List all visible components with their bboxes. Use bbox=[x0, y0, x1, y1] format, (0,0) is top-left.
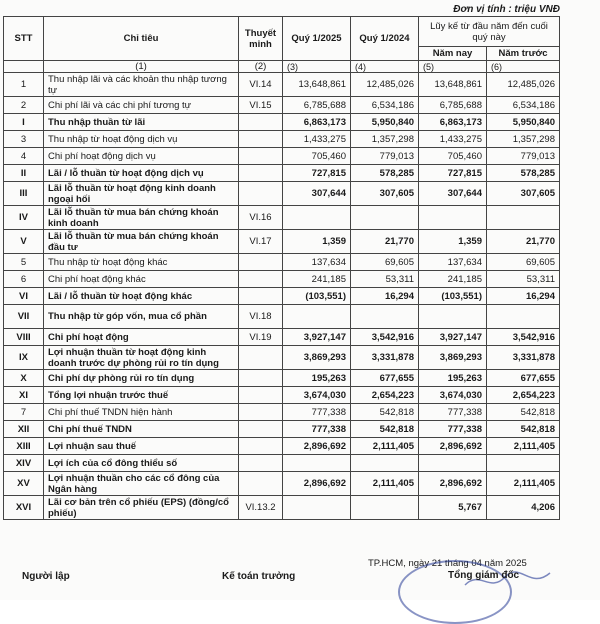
row-note bbox=[239, 455, 283, 472]
row-note bbox=[239, 387, 283, 404]
row-q1-2025: 3,674,030 bbox=[283, 387, 351, 404]
table-row bbox=[4, 455, 560, 472]
row-nam-nay bbox=[419, 206, 487, 230]
row-q1-2024 bbox=[351, 206, 419, 230]
row-note bbox=[239, 472, 283, 496]
row-nam-nay: (103,551) bbox=[419, 288, 487, 305]
row-nam-nay: 307,644 bbox=[419, 182, 487, 206]
row-indicator: Chi phí hoạt động dịch vụ bbox=[44, 148, 239, 165]
row-indicator: Lợi nhuận thuần từ hoạt động kinh doanh trước dự phòng rủi ro tín dụng bbox=[44, 346, 239, 370]
row-q1-2024: 542,818 bbox=[351, 421, 419, 438]
row-indicator: Lãi / lỗ thuần từ hoạt động dịch vụ bbox=[44, 165, 239, 182]
col-num-5: (5) bbox=[419, 61, 487, 73]
row-nam-truoc: 2,111,405 bbox=[487, 472, 560, 496]
row-indicator: Thu nhập từ hoạt động khác bbox=[44, 254, 239, 271]
unit-note: Đơn vị tính : triệu VNĐ bbox=[453, 4, 560, 15]
row-stt: 6 bbox=[4, 271, 44, 288]
row-q1-2024: 677,655 bbox=[351, 370, 419, 387]
row-stt: II bbox=[4, 165, 44, 182]
row-q1-2024: 6,534,186 bbox=[351, 97, 419, 114]
row-q1-2024: 16,294 bbox=[351, 288, 419, 305]
row-q1-2025: 777,338 bbox=[283, 404, 351, 421]
table-row bbox=[4, 387, 560, 404]
row-nam-nay: 137,634 bbox=[419, 254, 487, 271]
row-stt: I bbox=[4, 114, 44, 131]
row-note bbox=[239, 165, 283, 182]
header-nam-truoc: Năm trước bbox=[487, 47, 560, 61]
row-q1-2025: 137,634 bbox=[283, 254, 351, 271]
row-q1-2024: 2,111,405 bbox=[351, 472, 419, 496]
row-q1-2025 bbox=[283, 455, 351, 472]
row-indicator: Lãi / lỗ thuần từ hoạt động khác bbox=[44, 288, 239, 305]
row-nam-nay: 241,185 bbox=[419, 271, 487, 288]
row-q1-2025: 3,927,147 bbox=[283, 329, 351, 346]
row-indicator: Lãi lỗ thuần từ hoạt động kinh doanh ngoại hối bbox=[44, 182, 239, 206]
row-nam-nay: 3,927,147 bbox=[419, 329, 487, 346]
row-nam-nay: 13,648,861 bbox=[419, 73, 487, 97]
row-nam-truoc: 69,605 bbox=[487, 254, 560, 271]
row-q1-2025: 1,359 bbox=[283, 230, 351, 254]
table-row bbox=[4, 271, 560, 288]
row-note: VI.19 bbox=[239, 329, 283, 346]
row-note bbox=[239, 271, 283, 288]
row-stt: VIII bbox=[4, 329, 44, 346]
row-note bbox=[239, 148, 283, 165]
statement-rows bbox=[4, 73, 560, 520]
row-q1-2025: 195,263 bbox=[283, 370, 351, 387]
row-note bbox=[239, 346, 283, 370]
row-indicator: Chi phí thuế TNDN bbox=[44, 421, 239, 438]
row-nam-truoc: 3,331,878 bbox=[487, 346, 560, 370]
row-nam-truoc: 677,655 bbox=[487, 370, 560, 387]
row-note: VI.17 bbox=[239, 230, 283, 254]
row-indicator: Lợi ích của cổ đông thiểu số bbox=[44, 455, 239, 472]
row-nam-truoc: 578,285 bbox=[487, 165, 560, 182]
table-row bbox=[4, 346, 560, 370]
row-note bbox=[239, 288, 283, 305]
row-nam-truoc: 5,950,840 bbox=[487, 114, 560, 131]
table-row bbox=[4, 472, 560, 496]
row-nam-nay: 777,338 bbox=[419, 421, 487, 438]
row-indicator: Thu nhập lãi và các khoản thu nhập tương tự bbox=[44, 73, 239, 97]
row-note bbox=[239, 370, 283, 387]
table-row bbox=[4, 114, 560, 131]
row-nam-truoc: 542,818 bbox=[487, 421, 560, 438]
table-row bbox=[4, 421, 560, 438]
row-q1-2024: 2,111,405 bbox=[351, 438, 419, 455]
table-row bbox=[4, 73, 560, 97]
row-q1-2024: 12,485,026 bbox=[351, 73, 419, 97]
row-nam-nay bbox=[419, 455, 487, 472]
header-thuyet-minh: Thuyết minh bbox=[239, 17, 283, 61]
row-q1-2025: 6,785,688 bbox=[283, 97, 351, 114]
row-q1-2024 bbox=[351, 305, 419, 329]
row-indicator: Chi phí dự phòng rủi ro tín dụng bbox=[44, 370, 239, 387]
row-stt: 4 bbox=[4, 148, 44, 165]
row-q1-2025: 307,644 bbox=[283, 182, 351, 206]
row-stt: XIV bbox=[4, 455, 44, 472]
row-nam-truoc: 21,770 bbox=[487, 230, 560, 254]
row-q1-2025: 1,433,275 bbox=[283, 131, 351, 148]
row-indicator: Lợi nhuận thuần cho các cổ đông của Ngân hàng bbox=[44, 472, 239, 496]
row-q1-2024: 69,605 bbox=[351, 254, 419, 271]
row-q1-2025: 777,338 bbox=[283, 421, 351, 438]
row-nam-nay: 6,863,173 bbox=[419, 114, 487, 131]
row-nam-nay: 705,460 bbox=[419, 148, 487, 165]
row-note bbox=[239, 182, 283, 206]
row-nam-nay: 6,785,688 bbox=[419, 97, 487, 114]
row-stt: III bbox=[4, 182, 44, 206]
row-stt: VII bbox=[4, 305, 44, 329]
table-row bbox=[4, 131, 560, 148]
row-indicator: Tổng lợi nhuận trước thuế bbox=[44, 387, 239, 404]
row-nam-truoc bbox=[487, 305, 560, 329]
row-stt: 3 bbox=[4, 131, 44, 148]
col-num-6: (6) bbox=[487, 61, 560, 73]
table-row bbox=[4, 230, 560, 254]
table-row bbox=[4, 165, 560, 182]
row-stt: XV bbox=[4, 472, 44, 496]
table-row bbox=[4, 97, 560, 114]
row-nam-nay: 195,263 bbox=[419, 370, 487, 387]
preparer-label: Người lập bbox=[22, 571, 70, 582]
row-q1-2025: 13,648,861 bbox=[283, 73, 351, 97]
row-q1-2024: 307,605 bbox=[351, 182, 419, 206]
table-row bbox=[4, 206, 560, 230]
row-nam-nay: 777,338 bbox=[419, 404, 487, 421]
row-q1-2025: 241,185 bbox=[283, 271, 351, 288]
row-nam-nay: 1,359 bbox=[419, 230, 487, 254]
row-note: VI.13.2 bbox=[239, 496, 283, 520]
row-nam-nay: 2,896,692 bbox=[419, 472, 487, 496]
row-nam-nay: 3,674,030 bbox=[419, 387, 487, 404]
row-stt: 1 bbox=[4, 73, 44, 97]
place-date: TP.HCM, ngày 21 tháng 04 năm 2025 bbox=[368, 558, 527, 569]
table-row bbox=[4, 438, 560, 455]
header-nam-nay: Năm nay bbox=[419, 47, 487, 61]
table-row bbox=[4, 370, 560, 387]
row-nam-truoc: 6,534,186 bbox=[487, 97, 560, 114]
row-note bbox=[239, 254, 283, 271]
row-indicator: Thu nhập từ góp vốn, mua cổ phần bbox=[44, 305, 239, 329]
row-q1-2025: 705,460 bbox=[283, 148, 351, 165]
row-q1-2025: 2,896,692 bbox=[283, 438, 351, 455]
row-stt: 7 bbox=[4, 404, 44, 421]
row-stt: VI bbox=[4, 288, 44, 305]
row-stt: IX bbox=[4, 346, 44, 370]
row-stt: XI bbox=[4, 387, 44, 404]
row-q1-2024: 2,654,223 bbox=[351, 387, 419, 404]
row-stt: 5 bbox=[4, 254, 44, 271]
table-row bbox=[4, 254, 560, 271]
row-indicator: Chi phí lãi và các chi phí tương tự bbox=[44, 97, 239, 114]
header-luy-ke: Lũy kế từ đầu năm đến cuối quý này bbox=[419, 17, 560, 47]
table-row bbox=[4, 496, 560, 520]
row-nam-nay: 5,767 bbox=[419, 496, 487, 520]
row-stt: XIII bbox=[4, 438, 44, 455]
row-stt: XVI bbox=[4, 496, 44, 520]
row-note: VI.14 bbox=[239, 73, 283, 97]
general-director-label: Tổng giám đốc bbox=[448, 570, 520, 581]
row-q1-2024: 542,818 bbox=[351, 404, 419, 421]
row-note bbox=[239, 438, 283, 455]
table-row bbox=[4, 329, 560, 346]
row-stt: V bbox=[4, 230, 44, 254]
row-indicator: Lãi lỗ thuần từ mua bán chứng khoán kinh doanh bbox=[44, 206, 239, 230]
row-nam-truoc: 16,294 bbox=[487, 288, 560, 305]
table-row bbox=[4, 182, 560, 206]
row-nam-truoc: 779,013 bbox=[487, 148, 560, 165]
row-nam-nay: 1,433,275 bbox=[419, 131, 487, 148]
col-num-2: (2) bbox=[239, 61, 283, 73]
row-note bbox=[239, 114, 283, 131]
row-q1-2024: 779,013 bbox=[351, 148, 419, 165]
row-indicator: Chi phí thuế TNDN hiện hành bbox=[44, 404, 239, 421]
chief-accountant-label: Kế toán trưởng bbox=[222, 571, 296, 582]
header-q1-2025: Quý 1/2025 bbox=[283, 17, 351, 61]
row-q1-2025: 727,815 bbox=[283, 165, 351, 182]
header-q1-2024: Quý 1/2024 bbox=[351, 17, 419, 61]
row-nam-nay: 2,896,692 bbox=[419, 438, 487, 455]
income-statement-table bbox=[3, 16, 560, 520]
row-nam-truoc: 12,485,026 bbox=[487, 73, 560, 97]
row-stt: 2 bbox=[4, 97, 44, 114]
col-num-3: (3) bbox=[283, 61, 351, 73]
row-q1-2024: 5,950,840 bbox=[351, 114, 419, 131]
row-q1-2024 bbox=[351, 455, 419, 472]
row-nam-truoc: 542,818 bbox=[487, 404, 560, 421]
row-q1-2024: 3,331,878 bbox=[351, 346, 419, 370]
row-q1-2024: 578,285 bbox=[351, 165, 419, 182]
row-note bbox=[239, 421, 283, 438]
row-stt: XII bbox=[4, 421, 44, 438]
row-q1-2025 bbox=[283, 496, 351, 520]
row-nam-truoc: 3,542,916 bbox=[487, 329, 560, 346]
row-q1-2024: 53,311 bbox=[351, 271, 419, 288]
row-note: VI.18 bbox=[239, 305, 283, 329]
row-note bbox=[239, 131, 283, 148]
row-indicator: Chi phí hoạt động khác bbox=[44, 271, 239, 288]
row-note: VI.16 bbox=[239, 206, 283, 230]
col-num-1: (1) bbox=[44, 61, 239, 73]
row-nam-nay bbox=[419, 305, 487, 329]
row-indicator: Chi phí hoạt động bbox=[44, 329, 239, 346]
row-q1-2025: 2,896,692 bbox=[283, 472, 351, 496]
row-note bbox=[239, 404, 283, 421]
row-q1-2025: 3,869,293 bbox=[283, 346, 351, 370]
header-stt: STT bbox=[4, 17, 44, 61]
row-nam-truoc: 4,206 bbox=[487, 496, 560, 520]
table-row bbox=[4, 288, 560, 305]
row-stt: X bbox=[4, 370, 44, 387]
col-num-4: (4) bbox=[351, 61, 419, 73]
row-q1-2024: 3,542,916 bbox=[351, 329, 419, 346]
row-q1-2025: 6,863,173 bbox=[283, 114, 351, 131]
row-nam-truoc: 307,605 bbox=[487, 182, 560, 206]
row-indicator: Thu nhập từ hoạt động dịch vụ bbox=[44, 131, 239, 148]
row-indicator: Lợi nhuận sau thuế bbox=[44, 438, 239, 455]
table-row bbox=[4, 148, 560, 165]
row-nam-truoc bbox=[487, 455, 560, 472]
row-q1-2024: 21,770 bbox=[351, 230, 419, 254]
row-q1-2025: (103,551) bbox=[283, 288, 351, 305]
row-stt: IV bbox=[4, 206, 44, 230]
row-nam-truoc bbox=[487, 206, 560, 230]
table-row bbox=[4, 404, 560, 421]
row-nam-nay: 727,815 bbox=[419, 165, 487, 182]
table-row bbox=[4, 305, 560, 329]
row-indicator: Thu nhập thuần từ lãi bbox=[44, 114, 239, 131]
row-q1-2024 bbox=[351, 496, 419, 520]
row-q1-2024: 1,357,298 bbox=[351, 131, 419, 148]
row-q1-2025 bbox=[283, 206, 351, 230]
row-nam-truoc: 53,311 bbox=[487, 271, 560, 288]
row-indicator: Lãi lỗ thuần từ mua bán chứng khoán đầu tư bbox=[44, 230, 239, 254]
row-q1-2025 bbox=[283, 305, 351, 329]
row-indicator: Lãi cơ bản trên cổ phiếu (EPS) (đồng/cổ phiếu) bbox=[44, 496, 239, 520]
row-nam-truoc: 2,111,405 bbox=[487, 438, 560, 455]
header-chi-tieu: Chỉ tiêu bbox=[44, 17, 239, 61]
row-nam-truoc: 1,357,298 bbox=[487, 131, 560, 148]
row-note: VI.15 bbox=[239, 97, 283, 114]
row-nam-truoc: 2,654,223 bbox=[487, 387, 560, 404]
row-nam-nay: 3,869,293 bbox=[419, 346, 487, 370]
